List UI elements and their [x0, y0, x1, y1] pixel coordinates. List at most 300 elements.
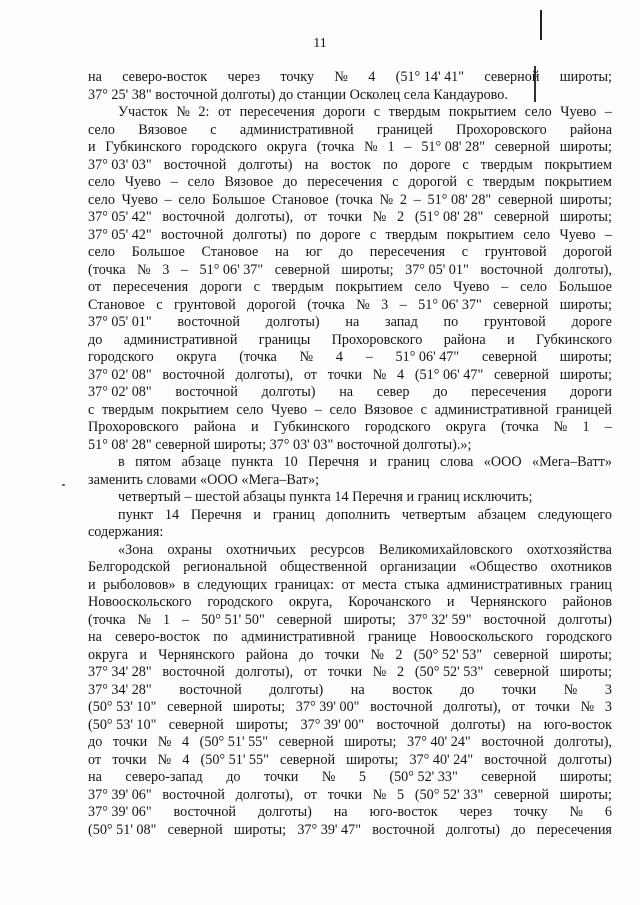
page-number: 11 [313, 36, 327, 51]
text-word: и [139, 646, 147, 663]
text-word: пересечения [536, 821, 612, 838]
text-word: (точка [316, 139, 355, 155]
text-word: места [362, 576, 397, 593]
text-word: твердым [271, 279, 324, 295]
text-word: 37° 05' 42" [88, 209, 152, 225]
text-word: покрытием [161, 401, 229, 418]
text-word: 3 [381, 296, 389, 313]
text-word: село [236, 401, 264, 418]
text-word: 1 [387, 139, 395, 155]
text-line [88, 314, 612, 332]
text-word: точки [324, 646, 360, 663]
text-word: округа [176, 349, 217, 365]
text-word: 37° 03' 03" [88, 156, 152, 173]
text-word: долготы), [554, 734, 612, 750]
text-word: твердым [101, 401, 154, 418]
text-word: № [356, 296, 370, 313]
text-word: Участок [118, 104, 168, 120]
text-line [88, 577, 612, 595]
text-word: № [299, 349, 314, 365]
text-word: точки [112, 751, 147, 768]
text-word: от [88, 279, 102, 295]
text-line [88, 244, 612, 262]
text-word: № [157, 734, 172, 750]
text-word: до [511, 821, 526, 838]
text-word: покрытием [544, 174, 612, 190]
text-word: слова [439, 454, 474, 470]
text-word: (точка [335, 191, 373, 208]
text-word: заменить словами «ООО «Мега–Ват»; [88, 471, 320, 488]
text-word: долготы) [232, 226, 287, 243]
text-word: 37° 32' 59" [407, 611, 472, 628]
text-word: северной [493, 646, 549, 663]
text-word: точку [513, 804, 548, 820]
text-word: 4 [368, 69, 376, 85]
text-word: широты; [233, 821, 287, 838]
text-word: пятом [135, 454, 172, 470]
text-word: 37° 39' 06" [88, 786, 152, 803]
text-word: стыка [404, 576, 440, 593]
text-word: Чуево [270, 401, 308, 418]
text-line [88, 87, 612, 105]
text-word: № [372, 664, 387, 680]
text-word: с [373, 104, 381, 120]
text-word: с [88, 401, 95, 418]
text-word: ресурсов [310, 541, 365, 558]
text-word: – [413, 191, 421, 208]
text-word: и [446, 594, 455, 610]
text-word: твердым [482, 174, 535, 190]
text-word: – [182, 611, 190, 628]
text-word: с [392, 174, 399, 190]
text-word: – [604, 226, 612, 243]
text-word: с [369, 226, 377, 243]
text-word: № [372, 209, 387, 225]
text-word: от [511, 699, 525, 715]
text-word: 4 [335, 349, 343, 365]
text-word: северной [481, 769, 537, 785]
text-word: дороге [320, 226, 361, 243]
text-word: 14 [164, 506, 180, 523]
text-word: северо-восток [122, 69, 208, 85]
text-word: № [553, 419, 568, 435]
text-word: в [118, 454, 125, 470]
text-word: северной [493, 296, 549, 313]
text-line [88, 454, 612, 472]
text-word: точки [263, 769, 299, 785]
text-word: твердым [480, 156, 533, 173]
text-word: точку [280, 69, 315, 85]
text-word: с [156, 296, 163, 313]
text-word: и [88, 576, 96, 593]
text-word: широты; [346, 751, 399, 768]
text-word: широты; [559, 769, 612, 785]
text-line [88, 524, 612, 542]
text-word: северной [167, 699, 223, 715]
text-word: Становое [88, 296, 145, 313]
text-line [88, 559, 612, 577]
text-word: покрытием [448, 104, 517, 120]
text-word: административной [434, 401, 549, 418]
text-word: пересечения [239, 104, 315, 120]
text-word: дорогой [408, 174, 458, 190]
text-word: восточной [483, 611, 546, 628]
text-word: городского [88, 349, 154, 365]
text-word: северной [167, 821, 223, 838]
text-line [88, 472, 612, 490]
text-word: долготы), [443, 699, 501, 715]
text-word: № [379, 191, 394, 208]
text-word: округа [266, 139, 307, 155]
text-word: Прохоровского [88, 419, 179, 435]
text-word: широты; [559, 664, 612, 680]
text-line [88, 612, 612, 630]
text-word: № [321, 769, 336, 785]
text-word: городского [364, 419, 431, 435]
text-word: долготы) [257, 804, 312, 820]
text-word: Новооскольского [429, 629, 534, 645]
text-word: границей [376, 121, 433, 138]
text-word: северной [494, 139, 550, 155]
text-word: охотхозяйства [526, 541, 612, 558]
text-line [88, 419, 612, 437]
text-word: восточной [480, 261, 543, 278]
text-word: границ [272, 506, 315, 523]
text-word: (50° 52' 33" [414, 786, 484, 803]
text-word: (50° 52' 53" [413, 646, 483, 663]
text-word: точки [327, 786, 363, 803]
text-word: восточной [162, 209, 225, 225]
text-word: абзаце [181, 454, 221, 470]
text-word: – [170, 174, 178, 190]
text-word: «ООО [483, 454, 522, 470]
text-word: городского [546, 629, 612, 645]
text-word: района [570, 121, 612, 138]
text-word: село [523, 226, 551, 243]
text-word: 5 [397, 786, 405, 803]
text-word: дорогой [247, 296, 296, 313]
text-word: содержания: [88, 524, 164, 540]
text-word: восточной [162, 786, 225, 803]
text-word: восточной [481, 734, 544, 750]
text-word: № [137, 261, 151, 278]
text-word: село [88, 244, 115, 260]
text-word: 37° 05' 01" [88, 314, 152, 330]
text-line [88, 664, 612, 682]
text-word: 3 [604, 681, 612, 698]
text-word: 37° 34' 28" [88, 664, 152, 680]
text-line [88, 787, 612, 805]
text-line [88, 332, 612, 350]
text-word: 50° 51' 50" [201, 611, 265, 628]
text-word: района [443, 331, 486, 348]
text-word: округа [88, 646, 129, 663]
text-word: городского [191, 139, 257, 155]
text-word: долготы) [557, 611, 612, 628]
text-word: с [461, 244, 469, 260]
text-word: на [88, 69, 102, 85]
text-word: восточной [175, 384, 238, 400]
text-word: 2 [397, 664, 405, 680]
text-word: северной [493, 786, 549, 803]
text-word: абзацем [477, 506, 527, 523]
text-word: Великомихайловского [378, 541, 513, 558]
text-word: Большое [131, 244, 185, 260]
text-word: Губкинского [105, 139, 182, 155]
text-word: северной [493, 664, 549, 680]
text-word: границах: [274, 576, 335, 593]
text-word: административной [239, 121, 354, 138]
text-line [88, 192, 612, 210]
text-word: долготы) [445, 821, 500, 838]
text-line [88, 122, 612, 140]
text-word: долготы) [557, 751, 612, 768]
text-line [88, 209, 612, 227]
text-word: от [217, 104, 232, 120]
text-word: 51° 06' 47" [395, 349, 460, 365]
text-word: 3 [162, 261, 170, 278]
text-word: восточной [370, 699, 433, 715]
text-word: – [604, 104, 612, 120]
text-word: и [250, 419, 259, 435]
text-word: точки [327, 366, 363, 383]
text-word: село [178, 191, 206, 208]
text-line [88, 804, 612, 822]
text-word: северной [484, 69, 540, 85]
text-word: пересечения [369, 244, 445, 260]
text-word: – [604, 419, 612, 435]
text-word: на [88, 769, 102, 785]
text-word: охотничьих [226, 541, 297, 558]
text-word: 2: [198, 104, 210, 120]
text-word: Новооскольского [88, 594, 192, 610]
text-word: Большое [212, 191, 266, 208]
text-line [88, 297, 612, 315]
text-word: северной [168, 716, 224, 733]
text-word: юг [305, 244, 323, 260]
text-word: 2 [399, 191, 407, 208]
text-word: до [299, 646, 314, 663]
text-word: «Зона [118, 541, 154, 558]
text-word: от [341, 576, 355, 593]
text-word: (50° 53' 10" [88, 699, 157, 715]
text-word: № [157, 751, 172, 768]
text-word: широты; [236, 716, 289, 733]
text-word: северной [274, 261, 330, 278]
text-word: до [88, 734, 103, 750]
text-word: Прохоровского [456, 121, 547, 138]
text-line [88, 507, 612, 525]
text-word: административной [123, 331, 238, 348]
text-word: на [339, 384, 354, 400]
text-line [88, 594, 612, 612]
text-word: 2 [395, 646, 403, 663]
text-word: восточной [161, 226, 224, 243]
text-word: северной [497, 191, 553, 208]
text-word: восточной [484, 751, 547, 768]
text-word: 37° 05' 01" [405, 261, 469, 278]
text-line [88, 279, 612, 297]
text-word: долготы) [451, 716, 506, 733]
text-word: № [569, 804, 583, 820]
text-word: на [333, 804, 348, 820]
text-word: долготы) [261, 384, 316, 400]
text-word: грунтовой [483, 314, 546, 330]
text-word: пункта [231, 454, 274, 470]
text-word: северной [280, 751, 336, 768]
text-word: через [459, 804, 493, 820]
text-word: село [520, 279, 548, 295]
text-line [88, 69, 612, 87]
text-line [88, 629, 612, 647]
text-word: северной [278, 734, 334, 750]
text-word: широты; [341, 261, 394, 278]
text-word: № [580, 699, 595, 715]
text-word: долготы) [265, 314, 320, 330]
text-word: (точка [239, 349, 277, 365]
text-word: административной [241, 629, 355, 645]
text-word: № [372, 366, 387, 383]
text-word: организации [380, 559, 457, 575]
text-word: рыболовов» [103, 576, 176, 593]
text-word: твердым [385, 226, 438, 243]
text-word: 37° 40' 24" [407, 734, 471, 750]
text-word: № [334, 69, 348, 85]
text-word: до [88, 331, 103, 348]
text-line [88, 734, 612, 752]
text-word: (точка [88, 261, 126, 278]
text-word: «Общество [469, 559, 538, 575]
text-word: – [399, 296, 407, 313]
text-line [88, 139, 612, 157]
text-word: на [350, 681, 365, 698]
text-word: от [303, 664, 317, 680]
text-word: село [88, 191, 115, 208]
text-word: северной [493, 366, 549, 383]
text-word: (50° 51' 55" [199, 734, 269, 750]
text-word: 37° 25' 38" восточной долготы) до станции Осколец села Кандаурово. [88, 86, 508, 103]
text-word: № [176, 104, 190, 120]
text-word: охраны [167, 541, 212, 558]
text-word: – [365, 349, 373, 365]
text-line [88, 174, 612, 192]
text-line [88, 157, 612, 175]
text-word: № [137, 611, 152, 628]
text-word: района [246, 646, 288, 663]
text-line [88, 227, 612, 245]
text-word: (51° 08' 28" [414, 209, 484, 225]
text-word: долготы), [235, 209, 294, 225]
text-line [88, 437, 612, 455]
text-word: Губкинского [535, 331, 612, 348]
text-word: границ [387, 454, 430, 470]
text-word: границы [258, 331, 311, 348]
text-word: четвертым [401, 506, 467, 523]
text-word: твердым [388, 104, 441, 120]
text-word: восток [330, 156, 371, 173]
text-word: восток [392, 681, 433, 698]
text-word: следующего [537, 506, 612, 523]
text-word: Большое [558, 279, 612, 295]
text-line [88, 542, 612, 560]
text-word: общественной [279, 559, 368, 575]
text-word: от [303, 786, 317, 803]
text-word: Перечня [308, 454, 359, 470]
text-word: село [88, 121, 115, 138]
text-line [88, 402, 612, 420]
text-word: (50° 51' 08" [88, 821, 157, 838]
text-word: северо-запад [125, 769, 203, 785]
text-word: на [304, 156, 319, 173]
text-word: широты; [559, 139, 612, 155]
text-word: Чуево [121, 191, 158, 208]
text-word: региональной [183, 559, 267, 575]
text-word: охотников [550, 559, 612, 575]
text-word: северной [276, 611, 332, 628]
text-word: границе [368, 629, 417, 645]
text-word: Становое [201, 244, 259, 260]
text-word: Становое [271, 191, 329, 208]
text-word: – [501, 279, 509, 295]
text-word: пункт [118, 506, 154, 523]
text-word: на [517, 716, 532, 733]
text-word: – [180, 261, 188, 278]
text-word: до [460, 681, 475, 698]
text-word: 4 [182, 751, 190, 768]
text-word: 2 [397, 209, 405, 225]
text-line [88, 489, 612, 507]
text-word: широты; [559, 69, 612, 85]
text-word: покрытием [544, 156, 612, 173]
text-word: с [420, 401, 427, 418]
text-word: административных [446, 576, 563, 593]
text-line [88, 647, 612, 665]
text-word: долготы) [269, 681, 324, 698]
text-word: с [466, 174, 474, 190]
text-word: широты; [559, 646, 612, 663]
text-word: 51° 08' 28" [427, 191, 492, 208]
text-word: Чуево [559, 226, 596, 243]
text-line [88, 699, 612, 717]
text-word: пересечения [112, 279, 189, 295]
text-word: 37° 39' 00" [295, 699, 360, 715]
text-word: восточной [173, 804, 237, 820]
text-word: – [164, 191, 172, 208]
text-word: широты; [232, 699, 286, 715]
text-word: широты; [343, 611, 396, 628]
text-word: Губкинского [273, 419, 350, 435]
text-word: 4 [397, 366, 405, 383]
text-word: восточной [376, 716, 439, 733]
text-word: долготы), [235, 366, 294, 383]
text-word: дорогой [563, 244, 612, 260]
text-word: до [433, 384, 448, 400]
text-word: на [345, 314, 360, 330]
text-word: № [370, 646, 385, 663]
text-word: дороги [323, 104, 366, 120]
text-word: (точка [307, 296, 345, 313]
text-word: дороги [199, 279, 242, 295]
text-word: с [210, 121, 217, 138]
text-word: по [383, 156, 398, 173]
text-word: восточной [162, 366, 225, 383]
text-word: 51° 08' 28" [421, 139, 486, 155]
text-word: 37° 39' 47" [297, 821, 362, 838]
text-word: дороги [570, 384, 612, 400]
text-word: – [404, 139, 412, 155]
text-word: покрытием [446, 226, 514, 243]
text-word: дополнить [326, 506, 391, 523]
